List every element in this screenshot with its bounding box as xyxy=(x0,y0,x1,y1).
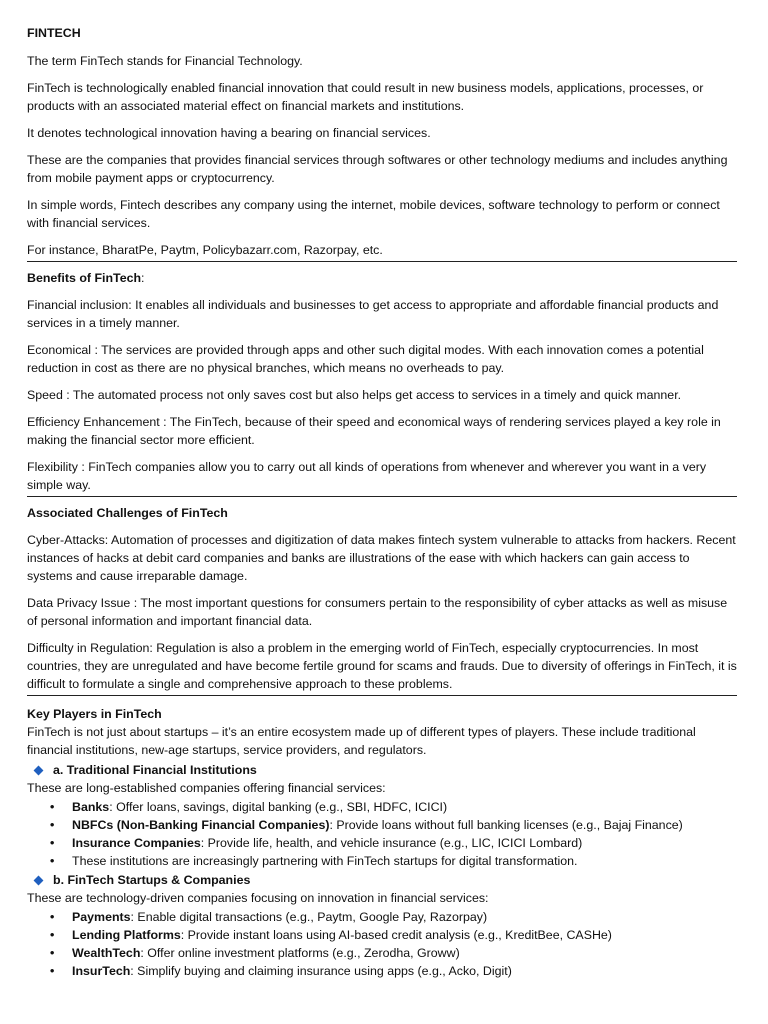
intro-paragraph: It denotes technological innovation having a bearing on financial services. xyxy=(27,126,431,140)
benefit-item: Flexibility : FinTech companies allow you to carry out all kinds of operations from whenever and wherever you want in a very simple way. xyxy=(27,460,707,492)
list-item xyxy=(27,816,737,834)
list-item-term: Lending Platforms xyxy=(72,928,181,942)
benefit-item: Economical : The services are provided through apps and other such digital modes. With each innovation comes a potential reduction in cost as there are no physical branches, which means no overheads to pay. xyxy=(27,343,704,375)
list-item-term: InsurTech xyxy=(72,964,131,978)
document-page xyxy=(27,24,737,981)
list-item-text: : Offer loans, savings, digital banking (e.g., SBI, HDFC, ICICI) xyxy=(109,800,448,814)
list-item xyxy=(27,798,737,816)
list-item-text: : Provide loans without full banking licenses (e.g., Bajaj Finance) xyxy=(329,818,683,832)
section-divider xyxy=(27,496,737,497)
list-item xyxy=(27,852,737,870)
list-item xyxy=(27,944,737,962)
intro-paragraph: In simple words, Fintech describes any company using the internet, mobile devices, software technology to perform or connect with financial services. xyxy=(27,198,720,230)
benefit-item: Efficiency Enhancement : The FinTech, because of their speed and economical ways of rendering services played a key role in making the financial sector more efficient. xyxy=(27,415,721,447)
benefits-heading-colon: : xyxy=(141,271,145,285)
challenge-item: Difficulty in Regulation: Regulation is also a problem in the emerging world of FinTech, especially cryptocurrencies. In most countries, they are unregulated and have become fertile ground for scams and frauds. Due to diversity of offerings in FinTech, it is difficult to formulate a single and comprehensive approach to these problems. xyxy=(27,641,737,691)
subsection-intro: These are technology-driven companies focusing on innovation in financial services: xyxy=(27,891,489,905)
bullet-list xyxy=(27,798,737,870)
diamond-bullet-icon xyxy=(34,875,44,885)
section-divider xyxy=(27,695,737,696)
list-item-text: : Provide instant loans using AI-based credit analysis (e.g., KreditBee, CASHe) xyxy=(180,928,612,942)
list-item-term: Banks xyxy=(72,800,110,814)
challenges-heading: Associated Challenges of FinTech xyxy=(27,506,228,520)
intro-paragraph: FinTech is technologically enabled financial innovation that could result in new business models, applications, processes, or products with an associated material effect on financial markets and institutions. xyxy=(27,81,704,113)
benefits-heading-text: Benefits of FinTech xyxy=(27,271,142,285)
list-item-text: : Enable digital transactions (e.g., Paytm, Google Pay, Razorpay) xyxy=(130,910,488,924)
benefits-heading xyxy=(27,269,737,287)
list-item xyxy=(27,926,737,944)
list-item xyxy=(27,834,737,852)
page-title: FINTECH xyxy=(27,26,81,40)
diamond-bullet-icon xyxy=(34,765,44,775)
list-item-term: WealthTech xyxy=(72,946,141,960)
challenge-item: Data Privacy Issue : The most important questions for consumers pertain to the responsibility of cyber attacks as well as misuse of personal information and important financial data. xyxy=(27,596,728,628)
bullet-list xyxy=(27,908,737,980)
list-item-term: Insurance Companies xyxy=(72,836,201,850)
benefit-item: Speed : The automated process not only saves cost but also helps get access to services in a timely and quick manner. xyxy=(27,388,682,402)
subsection-traditional xyxy=(35,761,737,779)
challenge-item: Cyber-Attacks: Automation of processes and digitization of data makes fintech system vulnerable to attacks from hackers. Recent instances of hacks at debit card companies and banks are illustrations of the ease with which hackers can gain access to systems and cause irreparable damage. xyxy=(27,533,736,583)
subsection-label: a. Traditional Financial Institutions xyxy=(53,763,257,777)
key-players-intro: FinTech is not just about startups – it’s an entire ecosystem made up of different types of players. These include traditional financial institutions, new-age startups, service providers, and regulators. xyxy=(27,725,696,757)
list-item-term: NBFCs (Non-Banking Financial Companies) xyxy=(72,818,330,832)
list-item xyxy=(27,962,737,980)
list-item-text: : Provide life, health, and vehicle insurance (e.g., LIC, ICICI Lombard) xyxy=(200,836,583,850)
subsection-startups xyxy=(35,871,737,889)
subsection-label: b. FinTech Startups & Companies xyxy=(53,873,251,887)
list-item-text: : Simplify buying and claiming insurance using apps (e.g., Acko, Digit) xyxy=(130,964,512,978)
list-item-text: These institutions are increasingly partnering with FinTech startups for digital transformation. xyxy=(72,854,578,868)
list-item-term: Payments xyxy=(72,910,131,924)
benefit-item: Financial inclusion: It enables all individuals and businesses to get access to appropriate and affordable financial products and services in a timely manner. xyxy=(27,298,719,330)
subsection-intro: These are long-established companies offering financial services: xyxy=(27,781,386,795)
intro-paragraph: For instance, BharatPe, Paytm, Policybazarr.com, Razorpay, etc. xyxy=(27,243,383,257)
key-players-heading: Key Players in FinTech xyxy=(27,707,162,721)
section-divider xyxy=(27,261,737,262)
intro-paragraph: These are the companies that provides financial services through softwares or other technology mediums and includes anything from mobile payment apps or cryptocurrency. xyxy=(27,153,728,185)
list-item xyxy=(27,908,737,926)
list-item-text: : Offer online investment platforms (e.g., Zerodha, Groww) xyxy=(140,946,460,960)
intro-paragraph: The term FinTech stands for Financial Technology. xyxy=(27,54,303,68)
